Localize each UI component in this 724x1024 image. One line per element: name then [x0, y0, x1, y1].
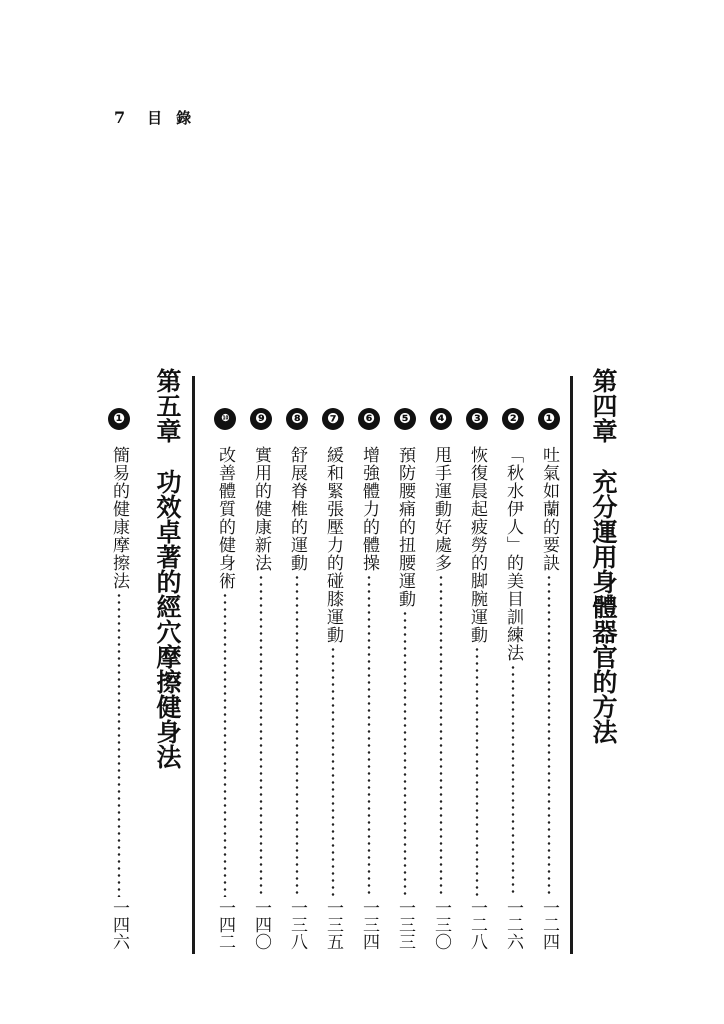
entry-page: 一三四: [359, 899, 379, 950]
divider-line: [570, 376, 573, 954]
dot-leader: [223, 592, 227, 897]
entry-page: 一三〇: [431, 899, 451, 950]
entry-page: 一三三: [395, 899, 415, 950]
dot-leader: [403, 610, 407, 897]
entry-title: 簡易的健康摩擦法: [109, 446, 129, 590]
entry-page: 一二四: [539, 899, 559, 950]
entry-number-badge: ❻: [358, 408, 380, 430]
entry-title: 預防腰痛的扭腰運動: [395, 446, 415, 608]
toc-entry[interactable]: [282, 366, 312, 956]
toc-entry[interactable]: [104, 366, 134, 956]
dot-leader: [295, 574, 299, 897]
toc-entry[interactable]: [354, 366, 384, 956]
entry-number-badge: ❷: [502, 408, 524, 430]
entry-page: 一四〇: [251, 899, 271, 950]
entry-title: 改善體質的健身術: [215, 446, 235, 590]
divider-line: [192, 376, 195, 954]
entry-title: 實用的健康新法: [251, 446, 271, 572]
entry-number-badge: ❶: [538, 408, 560, 430]
toc-entry[interactable]: [246, 366, 276, 956]
page-header: [114, 104, 191, 130]
dot-leader: [367, 574, 371, 897]
entry-page: 一四六: [109, 899, 129, 950]
entry-number-badge: ❹: [430, 408, 452, 430]
entry-page: 一四二: [215, 899, 235, 950]
dot-leader: [547, 574, 551, 897]
entry-page: 一二八: [467, 899, 487, 950]
entry-number-badge: ❺: [394, 408, 416, 430]
dot-leader: [259, 574, 263, 897]
chapter-4-heading: [584, 366, 622, 956]
chapter-5-number: 第五章: [153, 368, 182, 443]
entry-title: 舒展脊椎的運動: [287, 446, 307, 572]
entry-number-badge: ❼: [322, 408, 344, 430]
toc-entry[interactable]: [462, 366, 492, 956]
entry-page: 一二六: [503, 899, 523, 950]
chapter-4-title: 充分運用身體器官的方法: [589, 469, 618, 744]
entry-number-badge: ❶: [108, 408, 130, 430]
entry-title: 吐氣如蘭的要訣: [539, 446, 559, 572]
entry-title: 「秋水伊人」的美目訓練法: [503, 446, 523, 662]
toc-entry[interactable]: [390, 366, 420, 956]
entry-number-badge: ❾: [250, 408, 272, 430]
toc-entry[interactable]: [318, 366, 348, 956]
dot-leader: [439, 574, 443, 897]
dot-leader: [475, 646, 479, 897]
dot-leader: [331, 646, 335, 897]
entry-title: 緩和緊張壓力的碰膝運動: [323, 446, 343, 644]
toc-entry[interactable]: [210, 366, 240, 956]
dot-leader: [117, 592, 121, 897]
table-of-contents: [88, 366, 634, 956]
toc-entry[interactable]: [534, 366, 564, 956]
entry-title: 甩手運動好處多: [431, 446, 451, 572]
toc-entry[interactable]: [498, 366, 528, 956]
entry-number-badge: ❽: [286, 408, 308, 430]
chapter-5-title: 功效卓著的經穴摩擦健身法: [153, 469, 182, 769]
entry-number-badge: ❿: [214, 408, 236, 430]
chapter-5-heading: [148, 366, 186, 956]
entry-page: 一三五: [323, 899, 343, 950]
chapter-4-number: 第四章: [589, 368, 618, 443]
page-number: 7: [114, 107, 126, 127]
header-label-2: 錄: [176, 108, 192, 127]
header-label-1: 目: [147, 108, 163, 127]
entry-title: 增強體力的體操: [359, 446, 379, 572]
dot-leader: [511, 664, 515, 897]
entry-title: 恢復晨起疲勞的脚腕運動: [467, 446, 487, 644]
entry-number-badge: ❸: [466, 408, 488, 430]
toc-entry[interactable]: [426, 366, 456, 956]
entry-page: 一三八: [287, 899, 307, 950]
